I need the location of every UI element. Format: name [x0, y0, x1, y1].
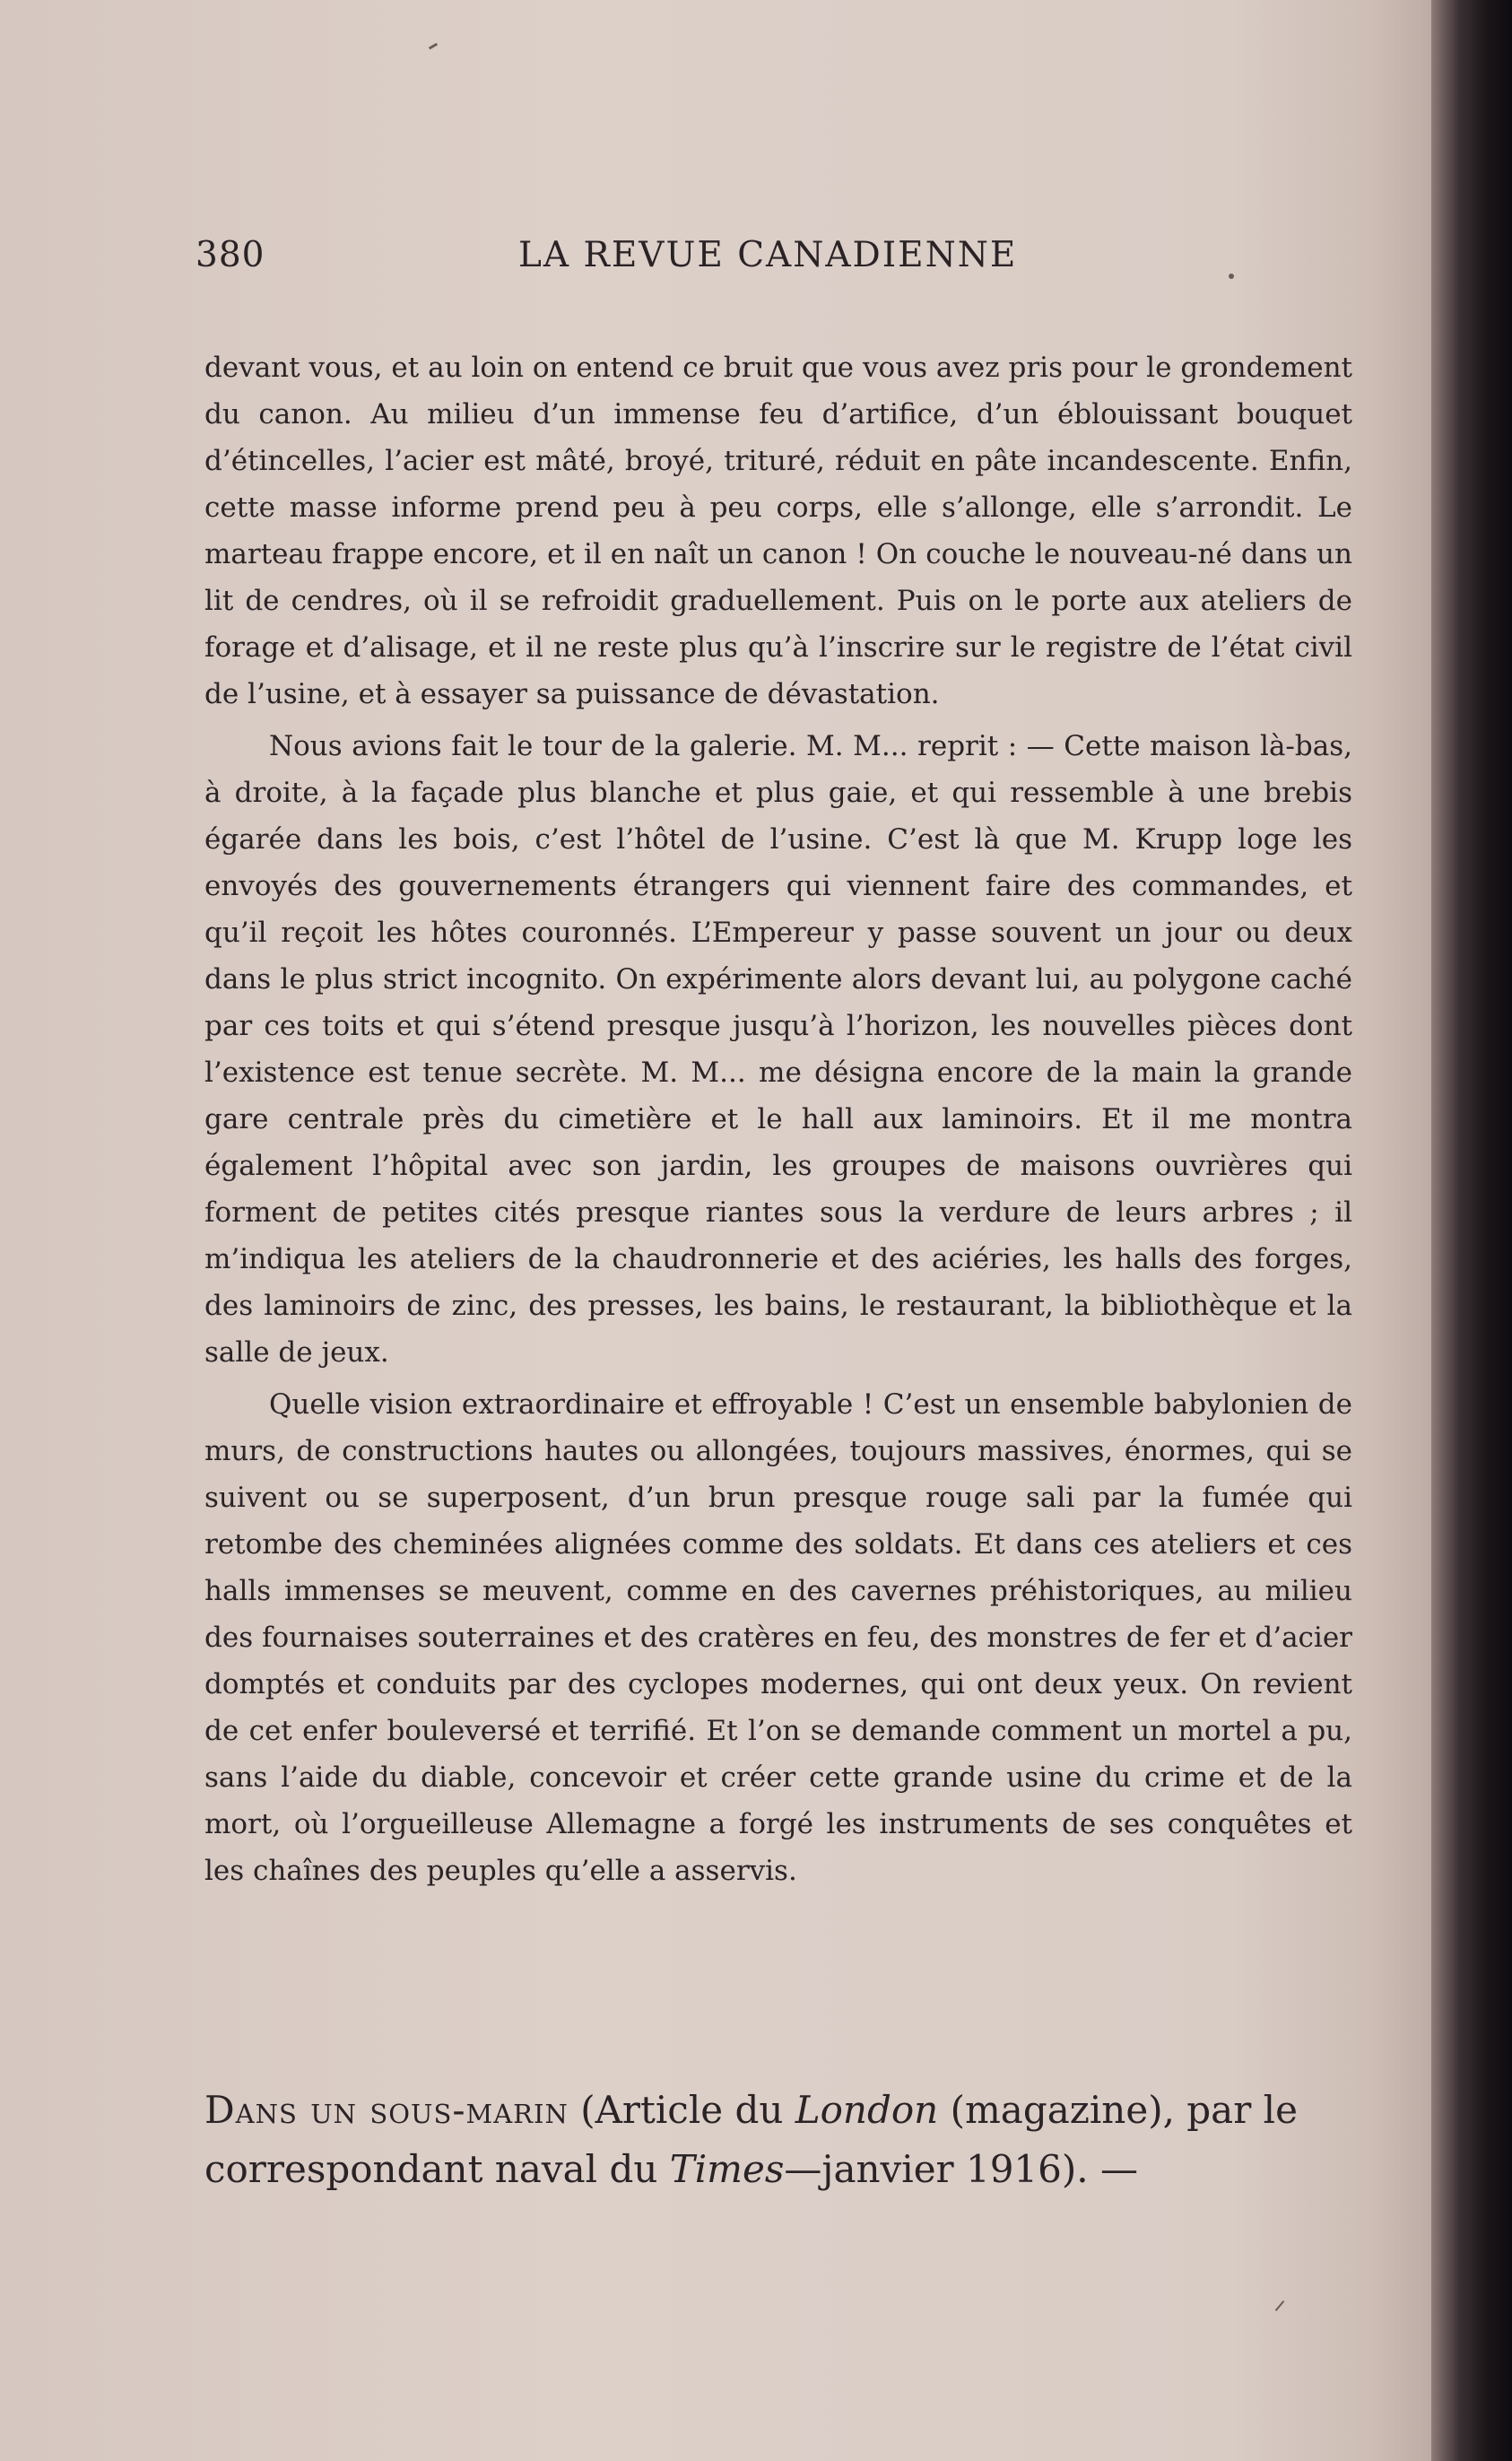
page-number: 380	[196, 235, 265, 275]
heading-london: London	[795, 2088, 939, 2132]
heading-text: (Article du	[580, 2088, 784, 2132]
book-gutter	[1431, 0, 1512, 2461]
paragraph: Nous avions fait le tour de la galerie. M. M... reprit : — Cette maison là-bas, à droite, à la façade plus blanche et plus gaie, et qui ressemble à une brebis égarée dans les bois, c’est l’hôtel de l’usine. C’est là que M. Krupp loge les envoyés des gouvernements étrangers qui viennent faire des commandes, et qu’il reçoit les hôtes couronnés. L’Empereur y passe souvent un jour ou deux dans le plus strict incognito. On expérimente alors devant lui, au polygone caché par ces toits et qui s’étend presque jusqu’à l’horizon, les nouvelles pièces dont l’existence est tenue secrète. M. M... me désigna encore de la main la grande gare centrale près du cimetière et le hall aux laminoirs. Et il me montra également l’hôpital avec son jardin, les groupes de maisons ouvrières qui forment de petites cités presque riantes sous la verdure de leurs arbres ; il m’indiqua les ateliers de la chaudronnerie et des aciéries, les halls des forges, des laminoirs de zinc, des presses, les bains, le restaurant, la bibliothèque et la salle de jeux.	[204, 730, 1352, 1369]
body-text	[204, 344, 1352, 1894]
page-header	[196, 235, 1361, 289]
heading-times: Times	[669, 2147, 785, 2191]
paragraph: Quelle vision extraordinaire et effroyable ! C’est un ensemble babylonien de murs, de constructions hautes ou allongées, toujours massives, énormes, qui se suivent ou se superposent, d’un brun presque rouge sali par la fumée qui retombe des cheminées alignées comme des soldats. Et dans ces ateliers et ces halls immenses se meuvent, comme en des cavernes préhistoriques, au milieu des fournaises souterraines et des cratères en feu, des monstres de fer et d’acier domptés et conduits par des cyclopes modernes, qui ont deux yeux. On revient de cet enfer bouleversé et terrifié. Et l’on se demande comment un mortel a pu, sans l’aide du diable, concevoir et créer cette grande usine du crime et de la mort, où l’orgueilleuse Allemagne a forgé les instruments de ses conquêtes et les chaînes des peuples qu’elle a asservis.	[204, 1388, 1352, 1887]
heading-text: (magazine), par le correspondant naval du	[204, 2088, 1298, 2191]
heading-caps: Dans un sous-marin	[204, 2088, 569, 2132]
running-title: LA REVUE CANADIENNE	[518, 235, 1018, 275]
heading-text: —janvier 1916). —	[784, 2147, 1138, 2191]
section-heading	[204, 2081, 1361, 2199]
paragraph: devant vous, et au loin on entend ce bruit que vous avez pris pour le grondement du canon. Au milieu d’un immense feu d’artifice, d’un éblouissant bouquet d’étincelles, l’acier est mâté, broyé, trituré, réduit en pâte incandescente. Enfin, cette masse informe prend peu à peu corps, elle s’allonge, elle s’arrondit. Le marteau frappe encore, et il en naît un canon ! On couche le nouveau-né dans un lit de cendres, où il se refroidit graduellement. Puis on le porte aux ateliers de forage et d’alisage, et il ne reste plus qu’à l’inscrire sur le registre de l’état civil de l’usine, et à essayer sa puissance de dévastation.	[204, 352, 1352, 710]
